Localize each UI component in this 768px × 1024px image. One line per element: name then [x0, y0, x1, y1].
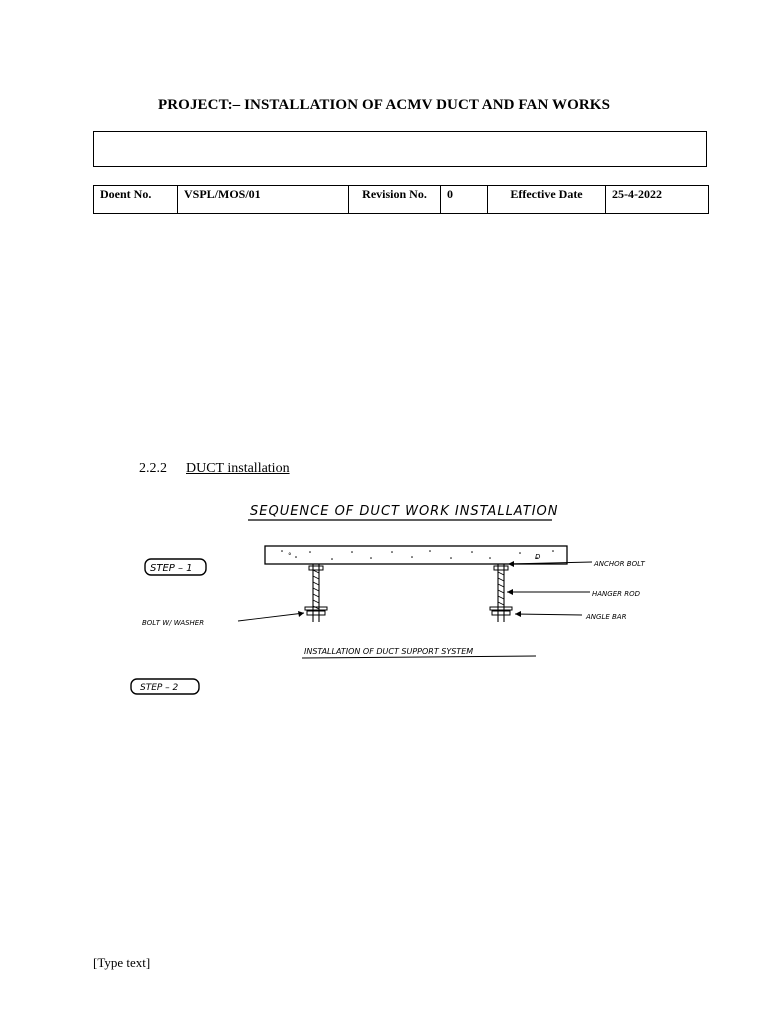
- footer-text: [Type text]: [93, 955, 151, 970]
- hanger-rod-label: HANGER ROD: [592, 590, 640, 598]
- page-title: PROJECT:– INSTALLATION OF ACMV DUCT AND FAN WORKS: [157, 97, 611, 113]
- slab-mark: D: [535, 553, 541, 561]
- doc-no-label: Doent No.: [94, 186, 178, 214]
- leader-arrowheads: [298, 561, 521, 617]
- caption-underline: [302, 656, 536, 658]
- effective-date-value: 25-4-2022: [606, 186, 709, 214]
- doc-no-value: VSPL/MOS/01: [178, 186, 349, 214]
- anchor-bolt-label: ANCHOR BOLT: [594, 560, 645, 568]
- bolt-washer-label: BOLT W/ WASHER: [142, 619, 205, 627]
- revision-value: 0: [441, 186, 488, 214]
- concrete-slab: [265, 546, 567, 564]
- leader-lines: [238, 562, 592, 621]
- right-hanger-rod: [490, 564, 512, 622]
- slab-speckles: [281, 550, 554, 560]
- sketch-title: SEQUENCE OF DUCT WORK INSTALLATION: [250, 504, 559, 519]
- step-2-label: STEP – 2: [140, 683, 179, 693]
- anchor-nut: [494, 566, 508, 570]
- section-title: DUCT installation: [186, 461, 290, 476]
- angle-bar-label: ANGLE BAR: [586, 613, 627, 621]
- slab-mark: °: [288, 552, 292, 560]
- section-number: 2.2.2: [139, 461, 167, 476]
- left-hanger-rod: [305, 564, 327, 622]
- effective-date-label: Effective Date: [488, 186, 606, 214]
- step-1-label: STEP – 1: [150, 563, 193, 574]
- support-system-caption: INSTALLATION OF DUCT SUPPORT SYSTEM: [304, 647, 474, 656]
- revision-label: Revision No.: [349, 186, 441, 214]
- anchor-nut: [309, 566, 323, 570]
